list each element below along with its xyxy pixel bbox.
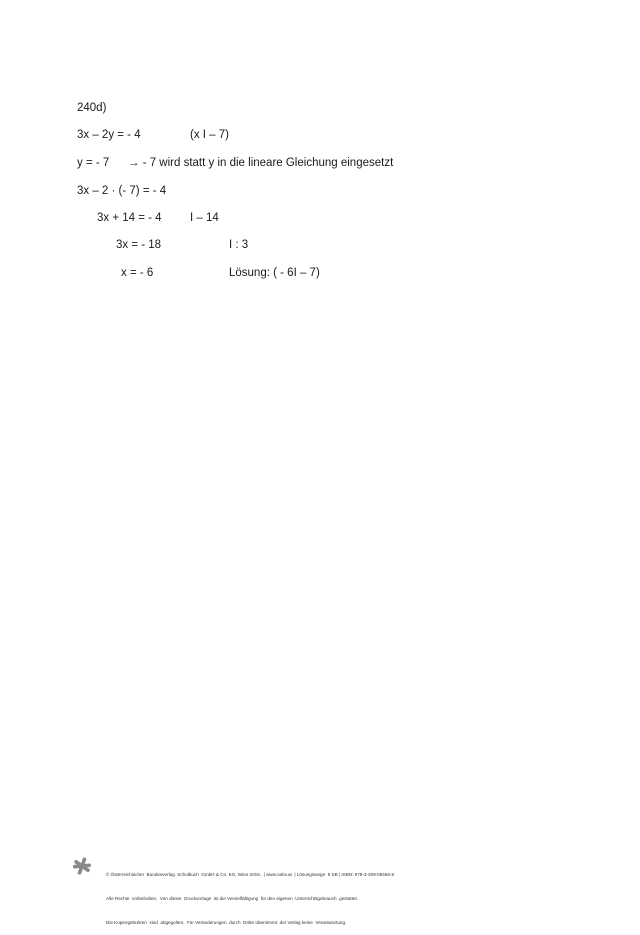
equation-1: 3x – 2y = - 4 (77, 129, 141, 141)
step-3-operation: I : 3 (229, 239, 249, 251)
step-2-operation: I – 14 (190, 212, 219, 224)
step-2: 3x + 14 = - 4 (97, 212, 162, 224)
equation-1-operation: (x I – 7) (190, 129, 229, 141)
step-4: x = - 6 (121, 267, 154, 279)
step-3: 3x = - 18 (116, 239, 162, 251)
problem-label: 240d) (77, 102, 107, 114)
substitution-note: → - 7 wird statt y in die lineare Gleichung eingesetzt (128, 157, 394, 169)
footer-fees: Die Kopiergebühren sind abgegolten. Für Veränderungen durch Dritte übernimmt der Verlag keine Verantwortung. (106, 920, 347, 925)
step-1: 3x – 2 · (- 7) = - 4 (77, 185, 167, 197)
substitution-value: y = - 7 (77, 157, 110, 169)
publisher-logo-icon (72, 856, 92, 876)
footer-copyright: © Österreichischer Bundesverlag Schulbuch GmbH & Co. KG, Wien 2015. | www.oebv.at | Lösungswege 5 SB | ISBN: 978-3-209-08466-8 (106, 872, 395, 877)
footer-rights: Alle Rechte vorbehalten. Von dieser Druckvorlage ist die Vervielfältigung für den eigenen Unterrichtsgebrauch gestattet. (106, 896, 359, 901)
solution: Lösung: ( - 6I – 7) (229, 267, 320, 279)
footer (106, 855, 394, 935)
